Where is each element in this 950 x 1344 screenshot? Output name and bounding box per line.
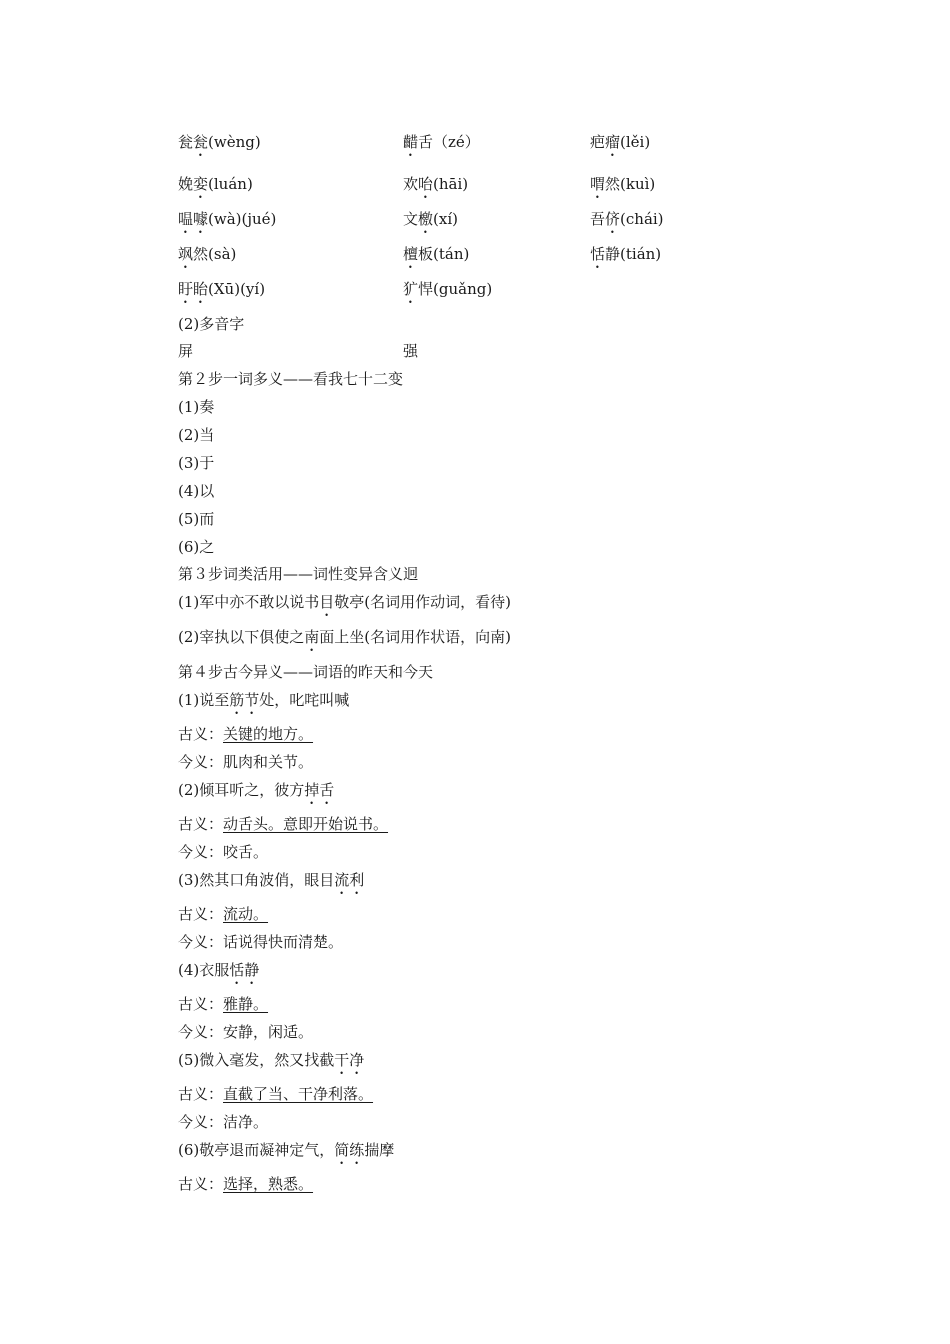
step4-sentence: (2)倾耳听之，彼方掉舌 <box>178 781 335 799</box>
pinyin-word: 檀板(tán) <box>403 245 470 263</box>
pinyin-word: 恬静(tián) <box>590 245 662 263</box>
pinyin-word: 欢咍(hāi) <box>403 175 469 193</box>
step2-item: (5)而 <box>178 510 215 528</box>
ancient-meaning: 古义：流动。 <box>178 905 269 923</box>
pinyin-row-2 <box>0 172 950 196</box>
step4-sentence: (3)然其口角波俏，眼目流利 <box>178 871 365 889</box>
modern-meaning: 今义：洁净。 <box>178 1113 269 1131</box>
poly-row <box>0 339 950 363</box>
pinyin-word: 娩娈(luán) <box>178 175 253 193</box>
pinyin-row-5 <box>0 277 950 301</box>
modern-meaning: 今义：安静，闲适。 <box>178 1023 314 1041</box>
step2-item: (1)奏 <box>178 398 215 416</box>
step2-item: (4)以 <box>178 482 215 500</box>
ancient-meaning: 古义：直截了当、干净利落。 <box>178 1085 374 1103</box>
step2-title: 第２步一词多义——看我七十二变 <box>178 370 404 388</box>
step4-sentence: (5)微入毫发，然又找截干净 <box>178 1051 365 1069</box>
step4-sentence: (6)敬亭退而凝神定气，简练揣摩 <box>178 1141 395 1159</box>
ancient-meaning: 古义：雅静。 <box>178 995 269 1013</box>
pinyin-word: 齰舌（zé） <box>403 133 480 151</box>
pinyin-word: 文檄(xí) <box>403 210 458 228</box>
poly-left: 屏 <box>178 342 194 360</box>
modern-meaning: 今义：咬舌。 <box>178 843 269 861</box>
pinyin-row-4 <box>0 242 950 266</box>
step3-item: (2)宰执以下俱使之南面上坐(名词用作状语，向南) <box>178 628 511 646</box>
pinyin-row-1 <box>0 130 950 154</box>
poly-right: 强 <box>403 342 419 360</box>
step4-sentence: (4)衣服恬静 <box>178 961 260 979</box>
step2-item: (3)于 <box>178 454 215 472</box>
step4-sentence: (1)说至筋节处，叱咤叫喊 <box>178 691 350 709</box>
step4-title: 第４步古今异义——词语的昨天和今天 <box>178 663 434 681</box>
step3-title: 第３步词类活用——词性变异含义迥 <box>178 565 419 583</box>
pinyin-word: 飒然(sà) <box>178 245 237 263</box>
step3-item: (1)军中亦不敢以说书目敬亭(名词用作动词，看待) <box>178 593 511 611</box>
pinyin-word: 疤瘤(lěi) <box>590 133 651 151</box>
ancient-meaning: 古义：动舌头。意即开始说书。 <box>178 815 389 833</box>
pinyin-word: 喟然(kuì) <box>590 175 656 193</box>
poly-heading: (2)多音字 <box>178 315 245 333</box>
pinyin-word: 吾侪(chái) <box>590 210 664 228</box>
step2-item: (2)当 <box>178 426 215 444</box>
modern-meaning: 今义：话说得快而清楚。 <box>178 933 344 951</box>
modern-meaning: 今义：肌肉和关节。 <box>178 753 314 771</box>
pinyin-word: 嗢噱(wà)(jué) <box>178 210 277 228</box>
ancient-meaning: 古义：关键的地方。 <box>178 725 314 743</box>
pinyin-word: 犷悍(guǎng) <box>403 280 493 298</box>
pinyin-word: 瓮瓮(wèng) <box>178 133 261 151</box>
pinyin-row-3 <box>0 207 950 231</box>
step2-item: (6)之 <box>178 538 215 556</box>
pinyin-word: 盱眙(Xū)(yí) <box>178 280 266 298</box>
ancient-meaning: 古义：选择，熟悉。 <box>178 1175 314 1193</box>
